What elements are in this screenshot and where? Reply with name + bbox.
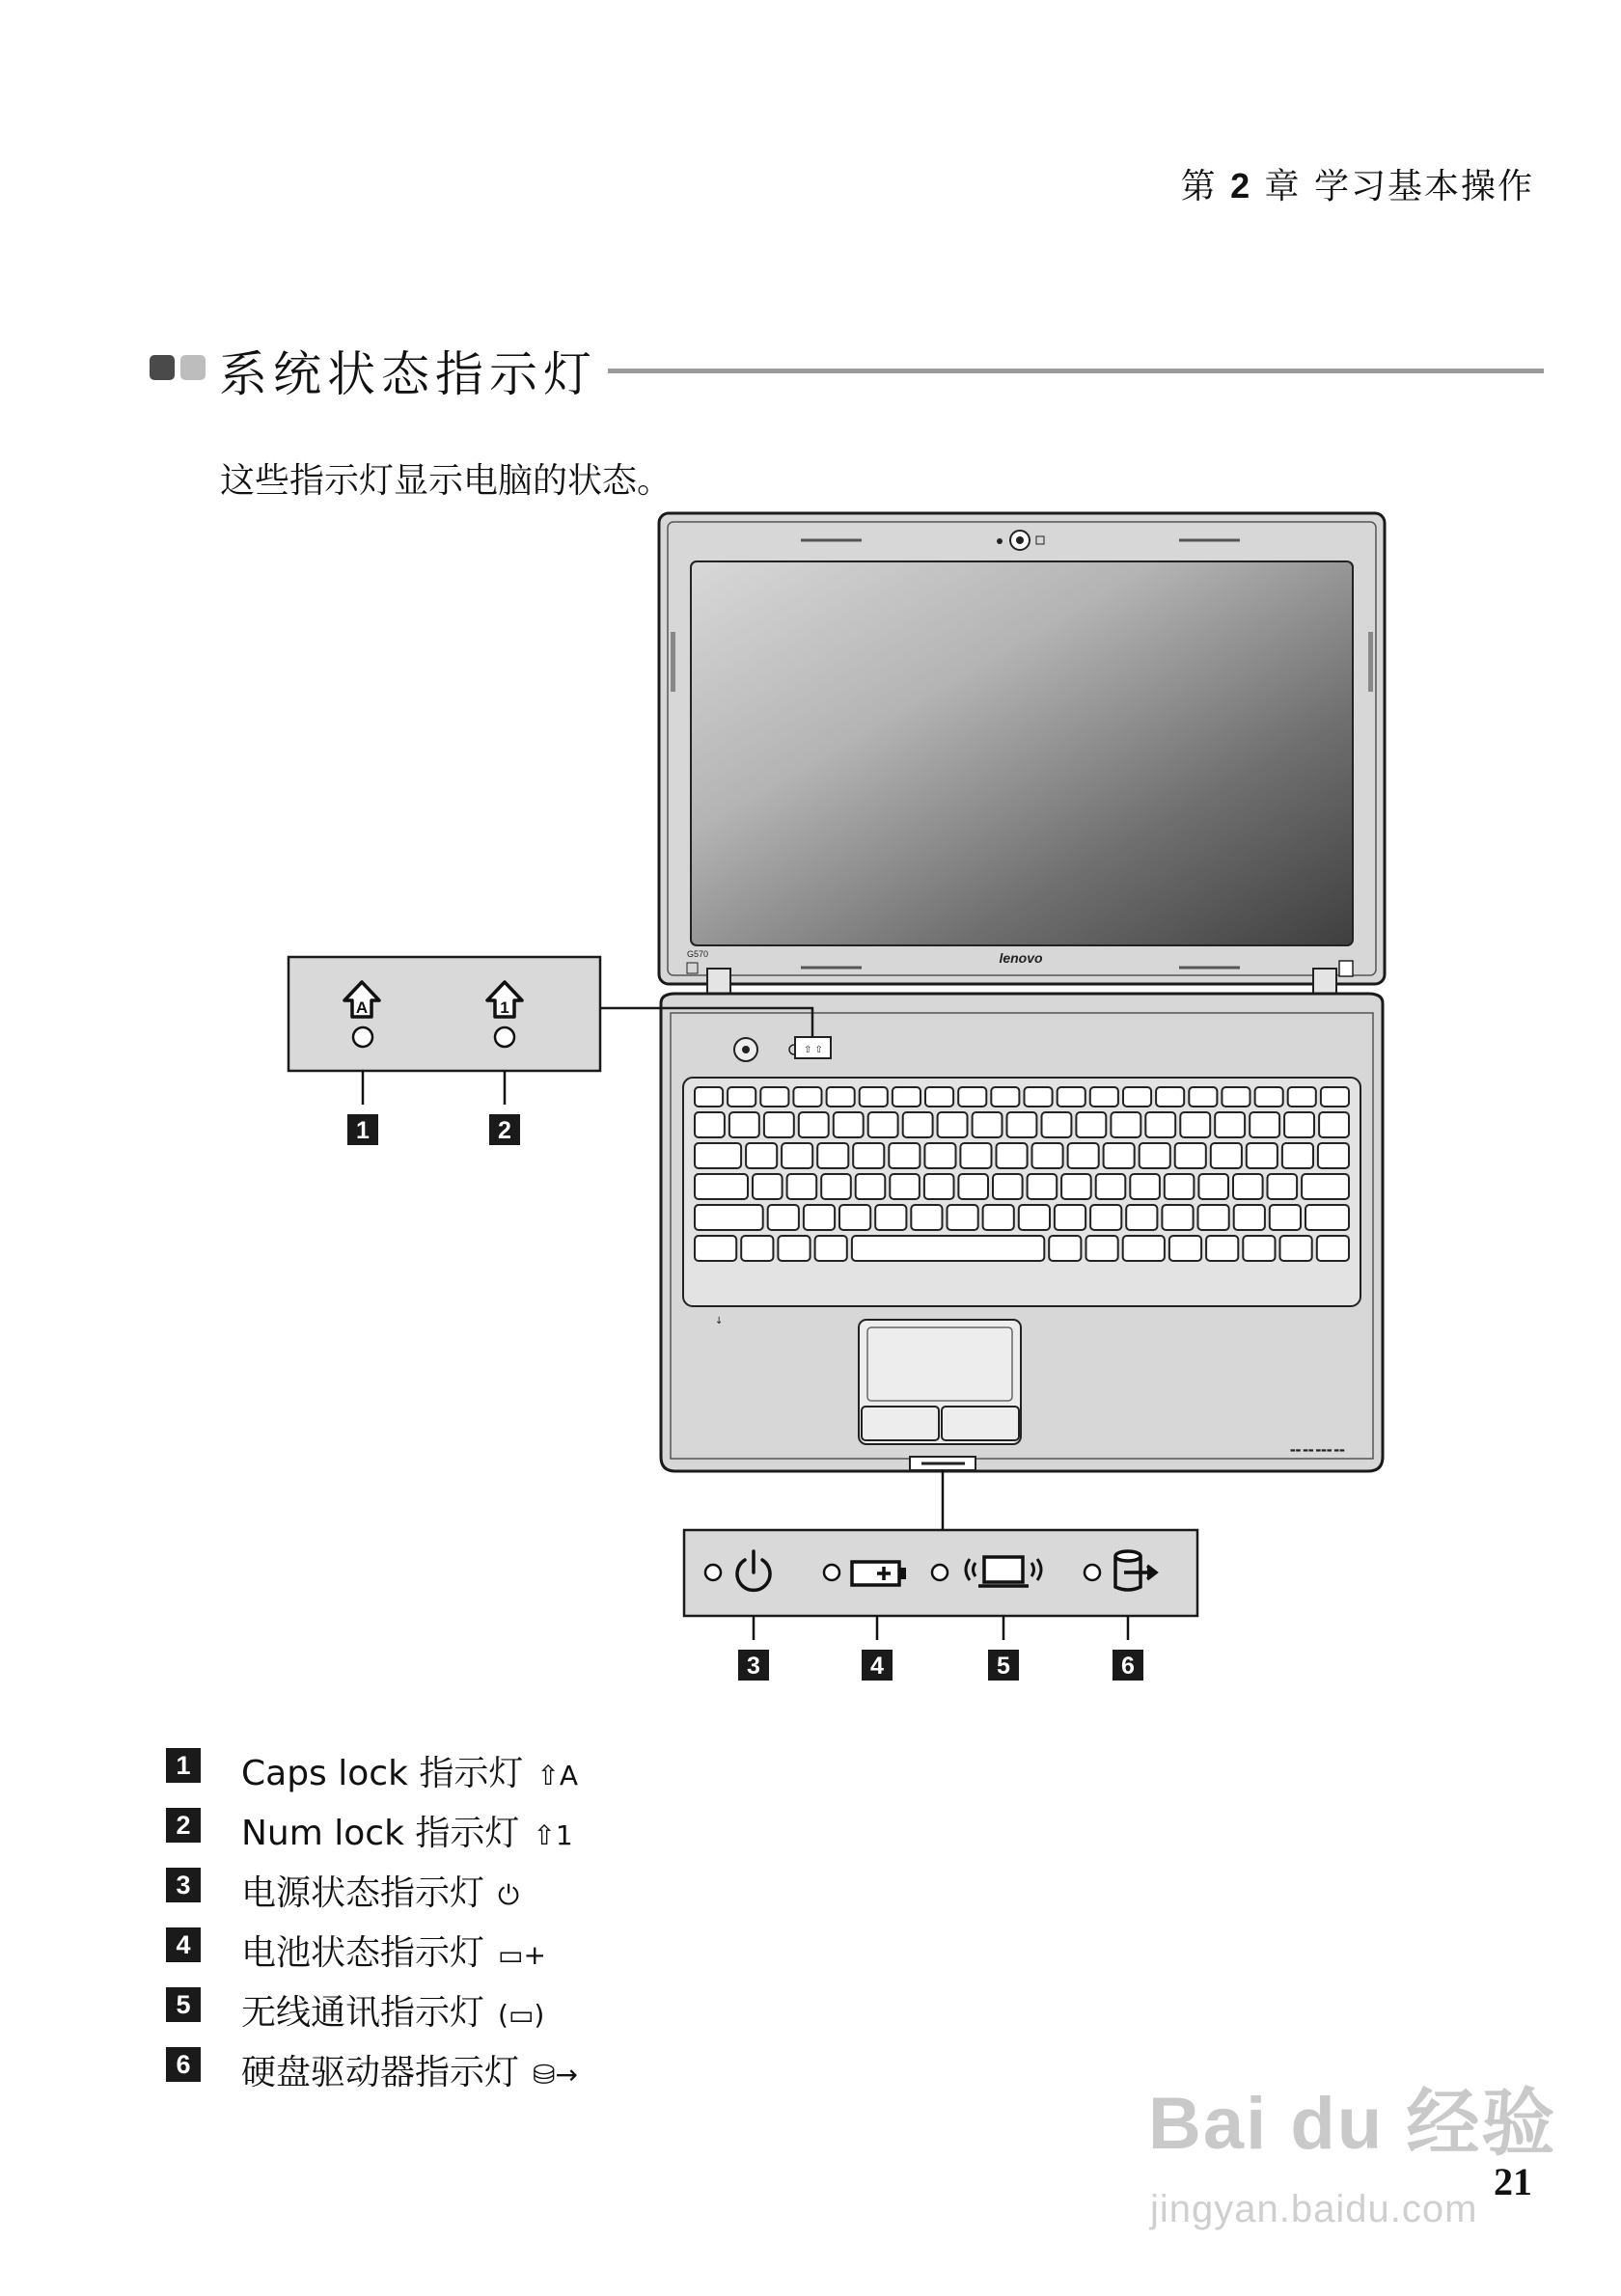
keyboard-key xyxy=(1007,1112,1037,1137)
caps-lock-led xyxy=(353,1027,372,1047)
keyboard-key xyxy=(815,1236,847,1261)
keyboard-key xyxy=(695,1174,748,1199)
laptop-screen xyxy=(691,561,1353,945)
keyboard-key xyxy=(1243,1236,1275,1261)
laptop-base xyxy=(661,994,1383,1471)
callout-badge-2 xyxy=(489,1114,520,1145)
chapter-title: 章 学习基本操作 xyxy=(1264,167,1534,206)
keyboard-key xyxy=(1198,1174,1228,1199)
keyboard-key xyxy=(1156,1087,1184,1107)
callout-badge-3 xyxy=(738,1650,769,1681)
wireless-led xyxy=(932,1565,948,1580)
keyboard-key xyxy=(793,1087,821,1107)
intro-text: 这些指示灯显示电脑的状态。 xyxy=(220,461,673,501)
legend-number: 6 xyxy=(166,2047,201,2082)
model-label: G570 xyxy=(687,949,709,959)
keyboard-key xyxy=(903,1112,933,1137)
keyboard-key xyxy=(853,1143,884,1168)
keyboard-key xyxy=(893,1087,920,1107)
keyboard-key xyxy=(1169,1236,1201,1261)
keyboard-key xyxy=(1104,1143,1135,1168)
keyboard-key xyxy=(1288,1087,1316,1107)
keyboard-key xyxy=(997,1143,1028,1168)
bottom-callout-panel xyxy=(684,1470,1197,1681)
keyboard-key xyxy=(1162,1205,1193,1230)
chapter-number: 2 xyxy=(1230,166,1252,205)
keyboard-key xyxy=(1215,1112,1245,1137)
svg-text:1: 1 xyxy=(356,1117,370,1144)
keyboard-key xyxy=(1189,1087,1217,1107)
keyboard-key xyxy=(1042,1112,1072,1137)
svg-text:5: 5 xyxy=(997,1653,1010,1680)
legend-label: Num lock 指示灯 xyxy=(241,1814,520,1853)
keyboard-key xyxy=(889,1143,920,1168)
keyboard-key xyxy=(827,1087,855,1107)
keyboard-key xyxy=(799,1112,829,1137)
keyboard-key xyxy=(960,1143,991,1168)
callout-badge-6 xyxy=(1113,1650,1143,1681)
legend-label: 硬盘驱动器指示灯 xyxy=(241,2053,520,2092)
keyboard-key xyxy=(1282,1143,1313,1168)
legend-label: 无线通讯指示灯 xyxy=(241,1993,485,2033)
keyboard-key xyxy=(728,1087,756,1107)
touchpad-left-button xyxy=(862,1407,939,1440)
keyboard-key xyxy=(1165,1174,1195,1199)
keyboard-key xyxy=(924,1143,955,1168)
keyboard-key xyxy=(1319,1112,1349,1137)
keyboard-key xyxy=(983,1205,1014,1230)
keyboard-key xyxy=(890,1174,920,1199)
keyboard-key xyxy=(1049,1236,1081,1261)
keyboard-key xyxy=(1145,1112,1175,1137)
keyboard-key xyxy=(1234,1205,1265,1230)
keyboard-key xyxy=(834,1112,864,1137)
brand-logo: lenovo xyxy=(999,950,1043,966)
battery-led xyxy=(824,1565,839,1580)
legend-number: 3 xyxy=(166,1868,201,1902)
keyboard-key xyxy=(817,1143,848,1168)
keyboard-key xyxy=(1222,1087,1250,1107)
keyboard-key xyxy=(1305,1205,1349,1230)
keyboard-key xyxy=(695,1236,736,1261)
keyboard-key xyxy=(1198,1205,1229,1230)
keyboard-key xyxy=(1317,1236,1349,1261)
power-led xyxy=(705,1565,721,1580)
keyboard-key xyxy=(1233,1174,1263,1199)
keyboard-key xyxy=(695,1087,723,1107)
keyboard-key xyxy=(1247,1143,1278,1168)
svg-text:1: 1 xyxy=(500,998,509,1017)
keyboard-key xyxy=(695,1205,763,1230)
svg-text:⇧ ⇧: ⇧ ⇧ xyxy=(804,1045,823,1055)
svg-text:↓: ↓ xyxy=(715,1316,724,1326)
wireless-icon: (▭) xyxy=(498,1999,545,2031)
svg-text:A: A xyxy=(355,998,369,1017)
keyboard-key xyxy=(1140,1143,1170,1168)
keyboard-key xyxy=(729,1112,759,1137)
keyboard-key xyxy=(746,1143,777,1168)
laptop-lid xyxy=(659,513,1385,984)
svg-text:3: 3 xyxy=(747,1653,760,1680)
keyboard-key xyxy=(782,1143,812,1168)
keyboard-key xyxy=(1270,1205,1301,1230)
keyboard-key xyxy=(1175,1143,1206,1168)
keyboard-key xyxy=(1096,1174,1126,1199)
keyboard-key xyxy=(1130,1174,1160,1199)
keyboard-key xyxy=(764,1112,794,1137)
keyboard-key xyxy=(1280,1236,1312,1261)
baidu-watermark-logo: Bai du 经验 xyxy=(1148,2083,1557,2165)
keyboard-key xyxy=(753,1174,783,1199)
legend-number: 5 xyxy=(166,1987,201,2022)
keyboard-key xyxy=(695,1112,725,1137)
keyboard-key xyxy=(1284,1112,1314,1137)
keyboard-key xyxy=(821,1174,851,1199)
keyboard-key xyxy=(1032,1143,1063,1168)
keyboard-key xyxy=(925,1087,953,1107)
page-number: 21 xyxy=(1494,2160,1532,2203)
keyboard-key xyxy=(839,1205,870,1230)
keyboard-key xyxy=(695,1143,741,1168)
keyboard-key xyxy=(1250,1112,1279,1137)
keyboard-key xyxy=(860,1087,888,1107)
keyboard-key xyxy=(948,1205,978,1230)
keyboard-key xyxy=(868,1112,898,1137)
keyboard-key xyxy=(1090,1087,1118,1107)
keyboard-key xyxy=(973,1112,1003,1137)
keyboard-key xyxy=(1211,1143,1242,1168)
keyboard-key xyxy=(1318,1143,1349,1168)
keyboard-key xyxy=(741,1236,773,1261)
keyboard-key xyxy=(1180,1112,1210,1137)
keyboard-key xyxy=(1019,1205,1050,1230)
keyboard-key xyxy=(875,1205,906,1230)
keyboard-key xyxy=(1268,1174,1298,1199)
callout-badge-4 xyxy=(862,1650,893,1681)
section-title: 系统状态指示灯 xyxy=(219,346,597,402)
keyboard-key xyxy=(1111,1112,1140,1137)
keyboard-key xyxy=(1058,1087,1085,1107)
keyboard-key xyxy=(1123,1087,1151,1107)
keyboard-key xyxy=(1090,1205,1121,1230)
keyboard-key xyxy=(856,1174,886,1199)
keyboard-key xyxy=(1025,1087,1053,1107)
keyboard-key xyxy=(1086,1236,1118,1261)
svg-text:4: 4 xyxy=(870,1653,884,1680)
legend-label: 电源状态指示灯 xyxy=(241,1873,485,1913)
power-icon: ⏻ xyxy=(498,1879,520,1911)
num-lock-led xyxy=(495,1027,514,1047)
keyboard-key xyxy=(1126,1205,1157,1230)
keyboard-key xyxy=(1255,1087,1283,1107)
keyboard-key xyxy=(991,1087,1019,1107)
keyboard-key xyxy=(760,1087,788,1107)
keyboard-key xyxy=(1055,1205,1085,1230)
legend-number: 1 xyxy=(166,1748,201,1783)
chapter-prefix: 第 xyxy=(1180,167,1218,206)
keyboard-key xyxy=(993,1174,1023,1199)
keyboard-key xyxy=(1076,1112,1106,1137)
num-lock-icon: ⇧1 xyxy=(533,1819,573,1851)
keyboard-key xyxy=(852,1236,1044,1261)
keyboard-key xyxy=(1068,1143,1099,1168)
keyboard-key xyxy=(804,1205,835,1230)
touchpad-right-button xyxy=(942,1407,1019,1440)
caps-lock-icon: ⇧A xyxy=(536,1760,578,1791)
hdd-led xyxy=(1085,1565,1100,1580)
baidu-watermark-url: jingyan.baidu.com xyxy=(1150,2188,1478,2230)
keyboard-key xyxy=(787,1174,817,1199)
keyboard-key xyxy=(1321,1087,1349,1107)
keyboard-key xyxy=(1028,1174,1058,1199)
keyboard-key xyxy=(958,1087,986,1107)
keyboard-key xyxy=(768,1205,799,1230)
keyboard-key xyxy=(1206,1236,1238,1261)
keyboard-key xyxy=(958,1174,988,1199)
legend-label: Caps lock 指示灯 xyxy=(241,1754,524,1793)
keyboard-key xyxy=(1061,1174,1091,1199)
keyboard-key xyxy=(1123,1236,1165,1261)
svg-text:6: 6 xyxy=(1121,1653,1135,1680)
keyboard-key xyxy=(778,1236,810,1261)
hdd-icon: ⛁→ xyxy=(533,2059,578,2091)
keyboard-key xyxy=(1302,1174,1349,1199)
svg-text:2: 2 xyxy=(498,1117,511,1144)
battery-icon: ▭+ xyxy=(498,1939,546,1971)
callout-badge-1 xyxy=(347,1114,378,1145)
keyboard-key xyxy=(938,1112,968,1137)
callout-badge-5 xyxy=(988,1650,1019,1681)
keyboard-key xyxy=(911,1205,942,1230)
legend-number: 2 xyxy=(166,1808,201,1843)
svg-text:▬▬ ▬▬ ▬▬▬ ▬▬: ▬▬ ▬▬ ▬▬▬ ▬▬ xyxy=(1290,1447,1345,1454)
legend-number: 4 xyxy=(166,1927,201,1962)
legend-label: 电池状态指示灯 xyxy=(241,1933,485,1973)
keyboard-key xyxy=(924,1174,954,1199)
battery-icon xyxy=(852,1562,906,1585)
